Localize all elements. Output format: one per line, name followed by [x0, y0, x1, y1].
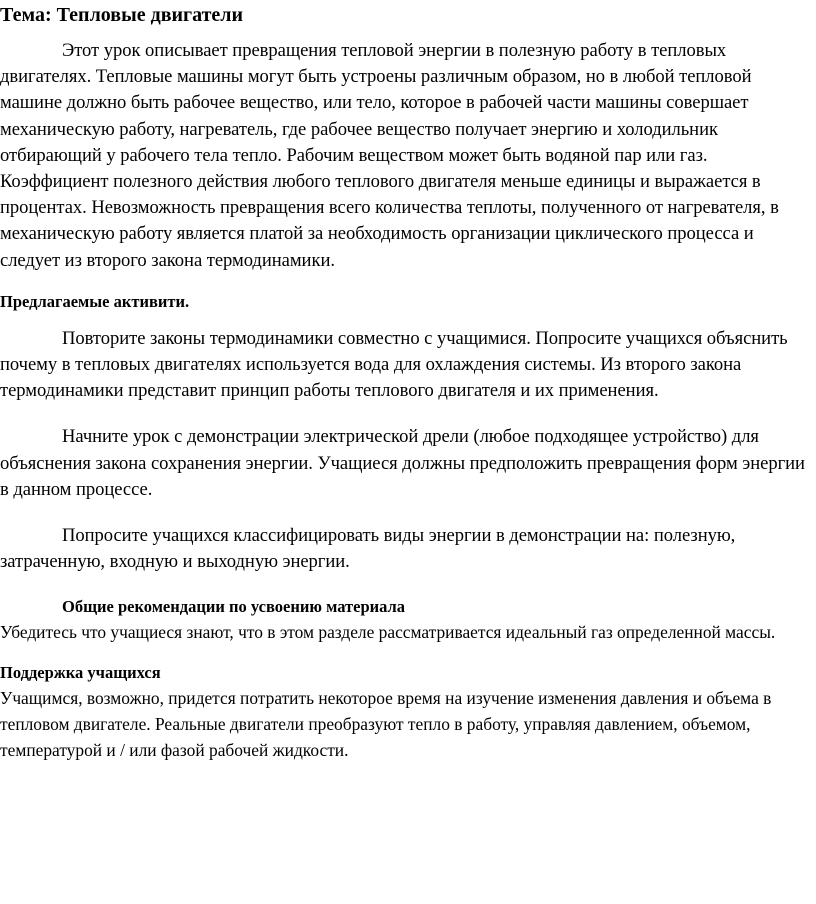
activities-paragraph-3: Попросите учащихся классифицировать виды энергии в демонстрации на: полезную, затраченную, входную и выходную энергии.	[0, 525, 736, 573]
page-title: Тема: Тепловые двигатели	[0, 4, 244, 26]
support-heading: Поддержка учащихся	[0, 663, 161, 683]
spacer	[0, 645, 816, 661]
support-text: Учащимся, возможно, придется потратить некоторое время на изучение изменения давления и объема в тепловом двигателе. Реальные двигатели преобразуют тепло в работу, управляя давлением, объемом, температурой и / или фазой рабочей жидкости.	[0, 688, 772, 761]
activities-paragraph-2: Начните урок с демонстрации электрической дрели (любое подходящее устройство) для объяснения закона сохранения энергии. Учащиеся должны предположить превращения форм энергии в данном процессе.	[0, 426, 805, 500]
spacer	[0, 404, 816, 424]
spacer	[0, 575, 816, 595]
activities-paragraph-1: Повторите законы термодинамики совместно с учащимися. Попросите учащихся объяснить почему в тепловых двигателях используется вода для охлаждения системы. Из второго закона термодинамики представит принцип работы теплового двигателя и их применения.	[0, 327, 788, 402]
spacer	[0, 274, 816, 290]
intro-paragraph: Этот урок описывает превращения тепловой энергии в полезную работу в тепловых двигателях. Тепловые машины могут быть устроены различным образом, но в любой тепловой машине должно быть рабочее вещество, или тело, которое в рабочей части машины совершает механическую работу, нагреватель, где рабочее вещество получает энергию и холодильник отбирающий у рабочего тела тепло. Рабочим веществом может быть водяной пар или газ. Коэффициент полезного действия любого теплового двигателя меньше единицы и выражается в процентах. Невозможность превращения всего количества теплоты, полученного от нагревателя, в механическую работу является платой за необходимость организации циклического процесса и следует из второго закона термодинамики.	[0, 40, 779, 271]
recommendations-heading: Общие рекомендации по усвоению материала	[62, 597, 406, 617]
activities-heading: Предлагаемые активити.	[0, 291, 190, 311]
spacer	[0, 314, 816, 326]
spacer	[0, 503, 816, 523]
recommendations-text: Убедитесь что учащиеся знают, что в этом разделе рассматривается идеальный газ определенной массы.	[0, 622, 776, 643]
